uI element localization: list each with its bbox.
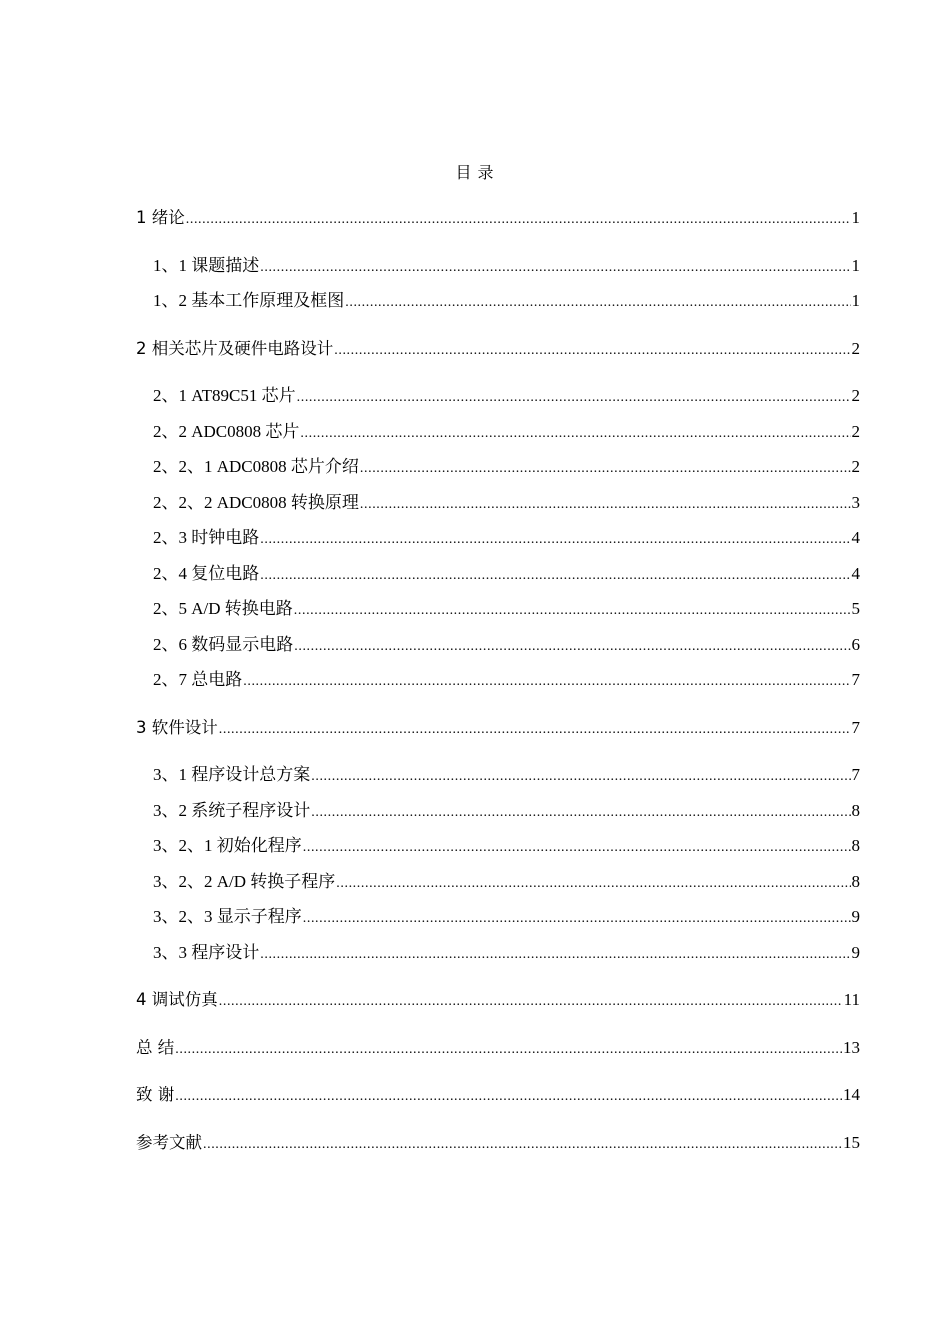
toc-dot-leader xyxy=(303,830,851,866)
toc-dot-leader xyxy=(260,522,850,558)
toc-entry-page-number: 8 xyxy=(851,800,860,820)
toc-entry[interactable] xyxy=(136,1125,860,1161)
toc-entry[interactable] xyxy=(136,935,860,971)
toc-entry-label: 3、1 程序设计总方案 xyxy=(153,765,311,784)
toc-entry-label: 3 软件设计 xyxy=(136,717,218,737)
toc-title: 目 录 xyxy=(455,165,495,182)
toc-entry-label: 3、2 系统子程序设计 xyxy=(153,800,311,820)
toc-entry-page-number: 2 xyxy=(851,338,860,358)
toc-entry[interactable] xyxy=(136,283,860,319)
toc-entry-label: 2、6 数码显示电路 xyxy=(153,634,294,654)
toc-dot-leader xyxy=(345,285,850,321)
toc-dot-leader xyxy=(311,795,850,831)
toc-entry[interactable] xyxy=(136,449,860,485)
toc-entry-page-number: 4 xyxy=(851,563,860,583)
toc-entry[interactable] xyxy=(136,248,860,284)
toc-entry-label: 1 绪论 xyxy=(136,208,185,227)
toc-entry-label: 2、2 ADC0808 芯片 xyxy=(153,421,300,441)
toc-entry[interactable] xyxy=(136,899,860,935)
toc-entry[interactable] xyxy=(136,793,860,829)
toc-dot-leader xyxy=(260,250,850,286)
toc-entry-label: 2、5 A/D 转换电路 xyxy=(153,599,293,618)
toc-entry[interactable] xyxy=(136,828,860,864)
toc-entry-label: 3、2、2 A/D 转换子程序 xyxy=(153,871,336,891)
toc-entry[interactable] xyxy=(136,627,860,663)
toc-entry[interactable] xyxy=(136,378,860,414)
toc-entry[interactable] xyxy=(136,662,860,698)
toc-dot-leader xyxy=(175,1079,842,1115)
table-of-contents xyxy=(136,200,860,1160)
toc-entry-page-number: 2 xyxy=(851,457,860,476)
toc-dot-leader xyxy=(300,416,850,452)
toc-dot-leader xyxy=(336,866,850,902)
toc-entry-page-number: 6 xyxy=(851,634,860,654)
toc-dot-leader xyxy=(219,984,843,1020)
toc-entry-label: 致 谢 xyxy=(136,1085,175,1104)
toc-entry-page-number: 2 xyxy=(851,386,860,405)
toc-entry-label: 总 结 xyxy=(136,1037,175,1057)
toc-dot-leader xyxy=(294,629,850,665)
toc-entry-page-number: 1 xyxy=(851,255,860,275)
toc-entry-label: 2、2、1 ADC0808 芯片介绍 xyxy=(153,457,359,476)
toc-entry-page-number: 8 xyxy=(851,871,860,891)
toc-entry-label: 3、2、3 显示子程序 xyxy=(153,907,302,926)
toc-entry[interactable] xyxy=(136,556,860,592)
toc-entry-label: 2、4 复位电路 xyxy=(153,563,260,583)
toc-dot-leader xyxy=(360,487,851,523)
toc-dot-leader xyxy=(175,1032,842,1068)
toc-entry-page-number: 9 xyxy=(851,907,860,926)
toc-entry-page-number: 13 xyxy=(843,1037,860,1057)
toc-entry-page-number: 7 xyxy=(851,717,860,737)
toc-entry-label: 2、2、2 ADC0808 转换原理 xyxy=(153,492,359,512)
toc-entry[interactable] xyxy=(136,485,860,521)
toc-entry-label: 2 相关芯片及硬件电路设计 xyxy=(136,338,334,358)
toc-entry-label: 4 调试仿真 xyxy=(136,990,218,1009)
toc-entry[interactable] xyxy=(136,757,860,793)
toc-entry-page-number: 3 xyxy=(851,492,860,512)
toc-entry-page-number: 2 xyxy=(851,421,860,441)
toc-entry[interactable] xyxy=(136,1077,860,1113)
toc-entry-page-number: 4 xyxy=(851,528,860,547)
toc-entry[interactable] xyxy=(136,864,860,900)
toc-dot-leader xyxy=(294,593,851,629)
toc-entry-label: 3、3 程序设计 xyxy=(153,942,260,962)
toc-entry-page-number: 7 xyxy=(851,670,860,689)
toc-dot-leader xyxy=(334,333,850,369)
toc-entry-page-number: 11 xyxy=(843,990,860,1009)
toc-dot-leader xyxy=(203,1127,842,1163)
toc-entry-label: 2、1 AT89C51 芯片 xyxy=(153,386,296,405)
toc-dot-leader xyxy=(186,202,851,238)
toc-entry-label: 2、7 总电路 xyxy=(153,670,243,689)
toc-dot-leader xyxy=(219,712,851,748)
toc-entry-label: 1、2 基本工作原理及框图 xyxy=(153,291,345,310)
toc-dot-leader xyxy=(260,937,850,973)
toc-entry[interactable] xyxy=(136,1030,860,1066)
toc-entry[interactable] xyxy=(136,200,860,236)
toc-entry-page-number: 7 xyxy=(851,765,860,784)
toc-entry-page-number: 1 xyxy=(851,291,860,310)
toc-entry-page-number: 8 xyxy=(851,836,860,855)
toc-entry-label: 参考文献 xyxy=(136,1132,202,1152)
toc-entry-page-number: 14 xyxy=(843,1085,860,1104)
toc-entry[interactable] xyxy=(136,414,860,450)
toc-dot-leader xyxy=(303,901,851,937)
toc-dot-leader xyxy=(360,451,851,487)
toc-entry[interactable] xyxy=(136,710,860,746)
toc-dot-leader xyxy=(297,380,851,416)
toc-entry-label: 2、3 时钟电路 xyxy=(153,528,260,547)
toc-dot-leader xyxy=(260,558,850,594)
toc-entry-page-number: 1 xyxy=(851,208,860,227)
toc-entry-page-number: 9 xyxy=(851,942,860,962)
toc-entry[interactable] xyxy=(136,520,860,556)
toc-entry[interactable] xyxy=(136,591,860,627)
toc-entry-label: 1、1 课题描述 xyxy=(153,255,260,275)
toc-dot-leader xyxy=(311,759,850,795)
toc-dot-leader xyxy=(243,664,850,700)
toc-entry-label: 3、2、1 初始化程序 xyxy=(153,836,302,855)
toc-entry[interactable] xyxy=(136,331,860,367)
toc-entry-page-number: 15 xyxy=(843,1132,860,1152)
toc-entry[interactable] xyxy=(136,982,860,1018)
toc-entry-page-number: 5 xyxy=(851,599,860,618)
